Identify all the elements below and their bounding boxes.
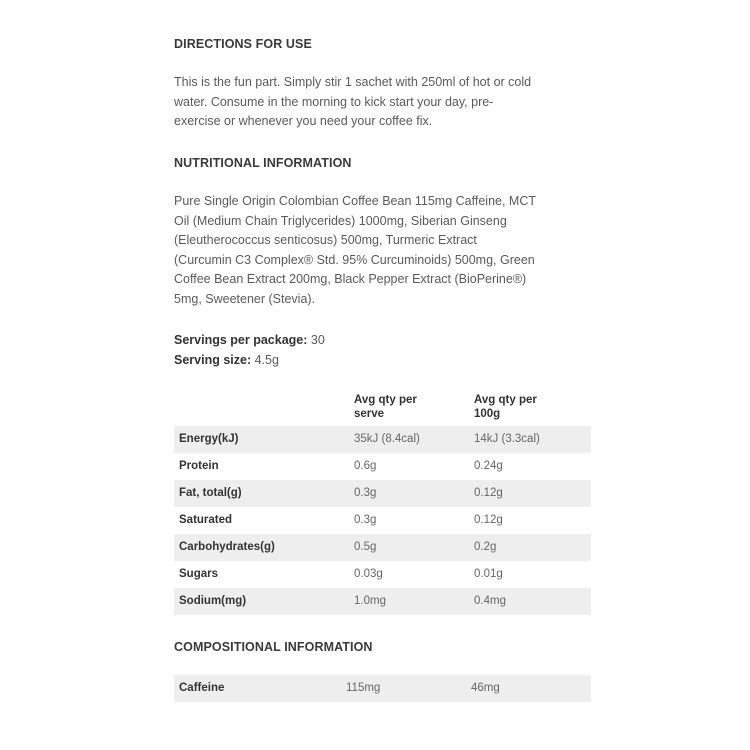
ingredients-line: 5mg, Sweetener (Stevia). (174, 291, 316, 306)
nutrient-per100: 14kJ (3.3cal) (474, 433, 540, 445)
nutrition-table (174, 390, 591, 615)
nutrient-serve: 0.3g (354, 514, 377, 526)
nutrient-serve: 0.5g (354, 541, 377, 553)
serving-size (174, 353, 279, 367)
servings-per-package (174, 333, 325, 347)
table-row (174, 507, 591, 534)
table-row (174, 588, 591, 615)
nutrient-per100: 0.01g (474, 568, 503, 580)
nutrient-name: Carbohydrates(g) (179, 541, 275, 553)
nutrient-per100: 0.12g (474, 487, 503, 499)
nutrient-per100: 0.12g (474, 514, 503, 526)
directions-line: exercise or whenever you need your coffee fix. (174, 114, 433, 128)
nutrient-serve: 0.03g (354, 568, 383, 580)
nutrient-per100: 0.2g (474, 541, 497, 553)
table-row (174, 675, 591, 702)
ingredients-line: Coffee Bean Extract 200mg, Black Pepper Extract (BioPerine®) (174, 272, 527, 286)
column-header-serve (354, 393, 454, 421)
directions-line: This is the fun part. Simply stir 1 sachet with 250ml of hot or cold (174, 75, 532, 89)
directions-text (174, 73, 594, 132)
table-row (174, 480, 591, 507)
ingredients-text (174, 192, 594, 309)
nutrient-name: Energy(kJ) (179, 433, 239, 445)
ingredients-line: (Eleutherococcus senticosus) 500mg, Turmeric Extract (174, 233, 477, 247)
ingredients-line: (Curcumin C3 Complex® Std. 95% Curcuminoids) 500mg, Green (174, 252, 535, 267)
table-row (174, 561, 591, 588)
component-per100: 46mg (471, 682, 500, 694)
directions-line: water. Consume in the morning to kick start your day, pre- (174, 94, 494, 109)
table-row (174, 453, 591, 480)
nutrient-name: Sugars (179, 568, 218, 580)
header-line: Avg qty per (354, 394, 417, 406)
nutrient-serve: 35kJ (8.4cal) (354, 433, 420, 445)
nutritional-heading: NUTRITIONAL INFORMATION (174, 156, 352, 170)
table-row (174, 426, 591, 453)
table-header (174, 390, 591, 426)
component-serve: 115mg (346, 682, 381, 694)
directions-heading: DIRECTIONS FOR USE (174, 37, 312, 51)
header-line: 100g (474, 408, 501, 420)
nutrient-name: Protein (179, 460, 219, 472)
servings-per-package-label: Servings per package: (174, 333, 308, 347)
nutrient-serve: 1.0mg (354, 595, 386, 607)
nutrient-name: Saturated (179, 514, 233, 526)
ingredients-line: Pure Single Origin Colombian Coffee Bean 115mg Caffeine, MCT (174, 194, 536, 208)
nutrient-serve: 0.3g (354, 487, 377, 499)
ingredients-line: Oil (Medium Chain Triglycerides) 1000mg, Siberian Ginseng (174, 213, 507, 228)
nutrient-name: Fat, total(g) (179, 487, 242, 499)
nutrient-serve: 0.6g (354, 460, 377, 472)
compositional-heading: COMPOSITIONAL INFORMATION (174, 640, 373, 654)
table-row (174, 534, 591, 561)
column-header-per100 (474, 393, 574, 421)
component-name: Caffeine (179, 682, 225, 694)
servings-per-package-value: 30 (310, 333, 325, 347)
header-line: Avg qty per (474, 394, 537, 406)
header-line: serve (354, 408, 385, 420)
nutrient-per100: 0.24g (474, 460, 503, 472)
compositional-table (174, 675, 591, 702)
serving-size-value: 4.5g (254, 353, 279, 367)
nutrient-per100: 0.4mg (474, 595, 506, 607)
nutrient-name: Sodium(mg) (179, 595, 247, 607)
serving-size-label: Serving size: (174, 353, 252, 367)
